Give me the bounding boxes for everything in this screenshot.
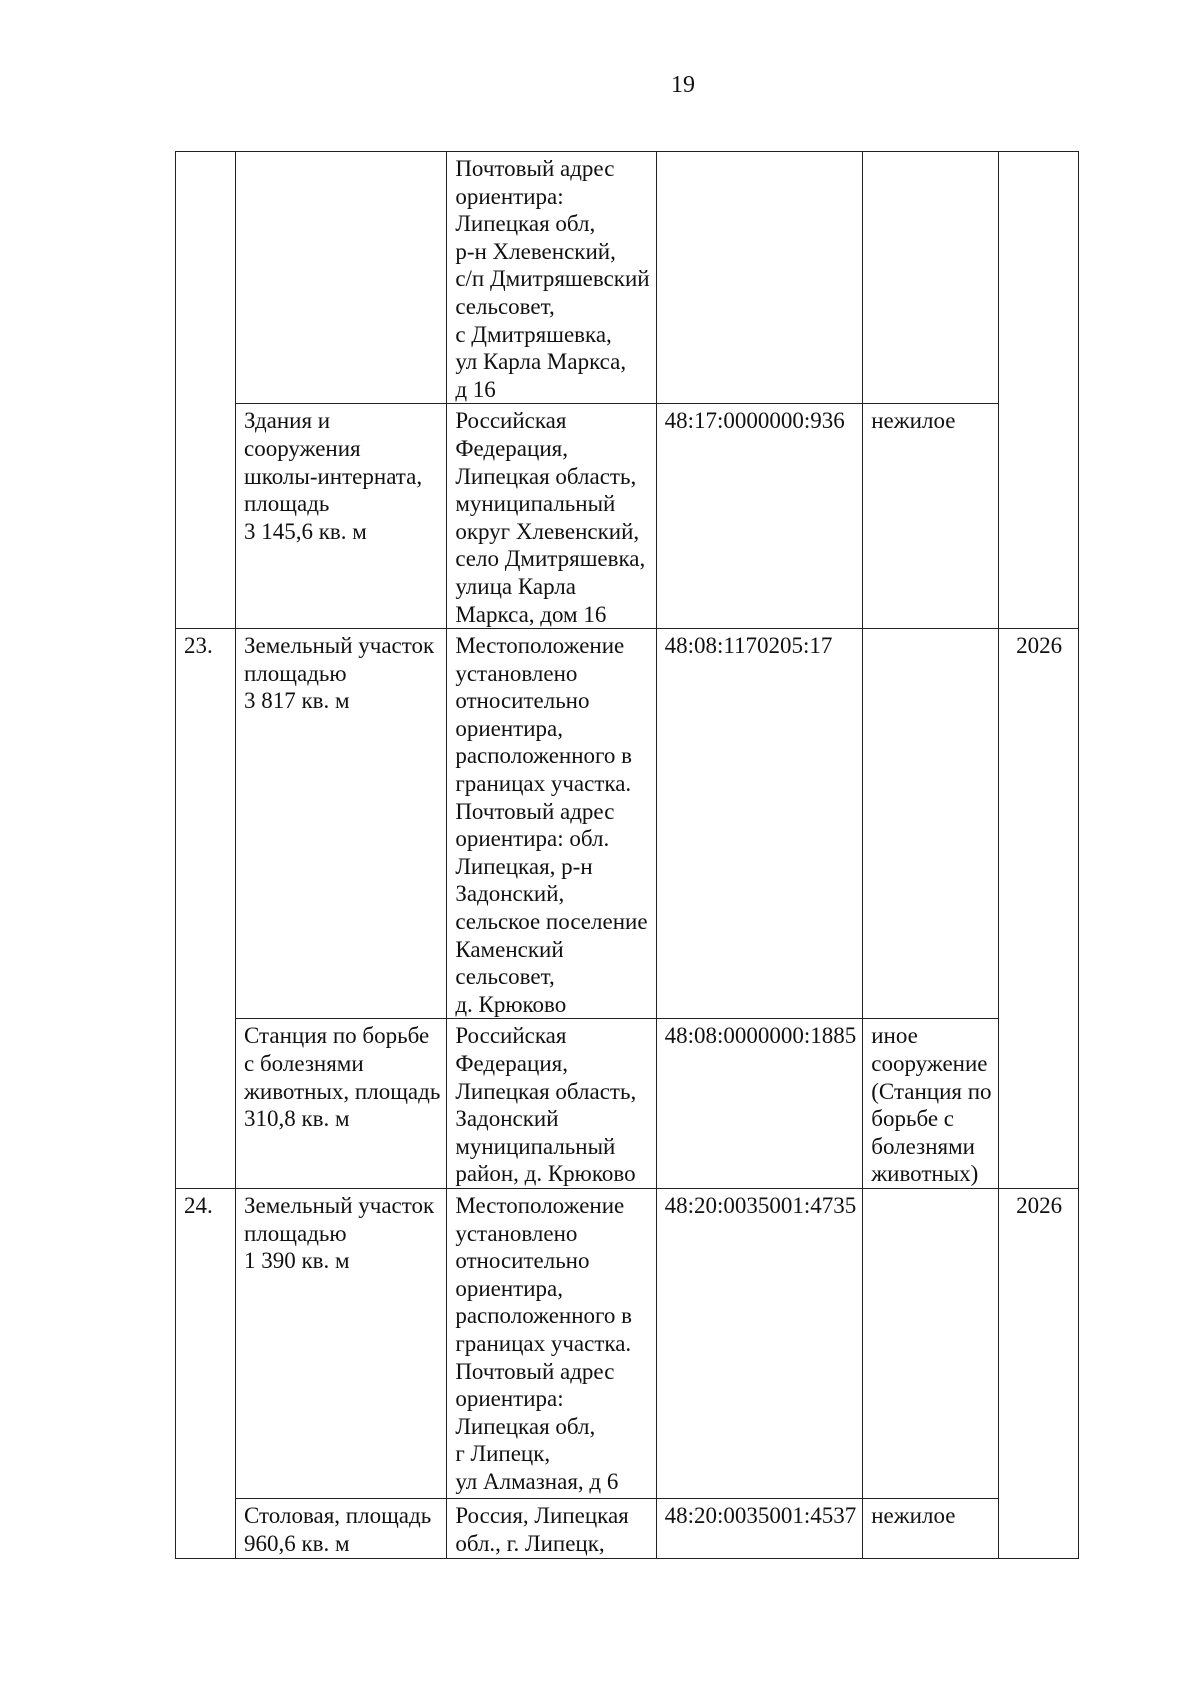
cell-text-line: животных) <box>871 1161 979 1187</box>
property-table-wrapper <box>175 151 1079 1559</box>
address-cell <box>447 404 656 629</box>
table-row <box>176 629 1079 1019</box>
cell-text-line: с болезнями <box>244 1051 364 1076</box>
cell-text-line: ул Карла Маркса, <box>455 349 627 375</box>
cell-text-line: расположенного в <box>455 1303 633 1329</box>
table-row <box>176 152 1079 404</box>
cell-text-line: Каменский <box>455 936 564 962</box>
cell-text-line: д. Крюково <box>455 991 567 1017</box>
cadastral-number: 48:20:0035001:4537 <box>664 1502 857 1528</box>
cell-text-line: Задонский <box>455 1106 559 1132</box>
cell-text-line: площадью <box>244 1220 347 1246</box>
purpose-cell <box>863 1019 998 1189</box>
address-cell <box>447 629 656 1019</box>
cell-text-line: г Липецк, <box>455 1441 551 1467</box>
cell-text-line: установлено <box>455 660 578 686</box>
cell-text-line: Задонский, <box>455 881 565 907</box>
cell-text-line: Станция по борьбе <box>244 1023 430 1049</box>
cell-text-line: иное <box>871 1023 918 1049</box>
cell-text-line: с/п Дмитряшевский <box>455 266 650 292</box>
address-cell <box>447 1188 656 1498</box>
cell-text-line: Почтовый адрес <box>455 798 615 824</box>
cell-text-line: ориентира: <box>455 183 564 209</box>
row-number-cell <box>176 1188 236 1558</box>
year-value: 2026 <box>1016 633 1063 659</box>
cell-text-line: ориентира: обл. <box>455 826 610 852</box>
cell-text-line: Россия, Липецкая <box>455 1502 629 1528</box>
cell-text-line: Липецкая область, <box>455 1078 637 1104</box>
address-cell <box>447 1498 656 1558</box>
cell-text-line: р-н Хлевенский, <box>455 238 616 264</box>
row-number-cell <box>176 629 236 1189</box>
cadastral-number-cell <box>656 1188 863 1498</box>
cell-text-line: относительно <box>455 688 590 714</box>
cell-text-line: Липецкая, р-н <box>455 853 593 879</box>
cell-text-line: Почтовый адрес <box>455 156 615 181</box>
address-cell <box>447 152 656 404</box>
cell-text-line: Столовая, площадь <box>244 1502 432 1528</box>
cadastral-number-cell <box>656 629 863 1019</box>
cell-text-line: 310,8 кв. м <box>244 1106 350 1132</box>
cell-text-line: Липецкая область, <box>455 463 637 489</box>
cell-text-line: болезнями <box>871 1133 975 1159</box>
cell-text-line: Земельный участок <box>244 1192 435 1218</box>
cadastral-number-cell <box>656 1019 863 1189</box>
cell-text-line: ул Алмазная, д 6 <box>455 1468 619 1494</box>
cell-text-line: сельсовет, <box>455 293 555 319</box>
table-row <box>176 1188 1079 1498</box>
purpose-cell <box>863 1188 998 1498</box>
year-cell <box>998 629 1078 1189</box>
purpose-cell <box>863 629 998 1019</box>
cell-text-line: Федерация, <box>455 435 568 461</box>
purpose-cell <box>863 152 998 404</box>
cell-text-line: сооружение <box>871 1051 988 1076</box>
cell-text-line: площадью <box>244 660 347 686</box>
cell-text-line: борьбе с <box>871 1106 955 1132</box>
cell-text-line: 3 145,6 кв. м <box>244 518 367 544</box>
cadastral-number: 48:17:0000000:936 <box>664 408 845 434</box>
object-name-cell <box>236 1188 447 1498</box>
cell-text-line: (Станция по <box>871 1078 992 1104</box>
cadastral-number: 48:08:0000000:1885 <box>664 1023 857 1049</box>
cell-text-line: ориентира, <box>455 715 563 741</box>
cell-text-line: сельское поселение <box>455 909 648 935</box>
table-row <box>176 404 1079 629</box>
table-row <box>176 1019 1079 1189</box>
cell-text-line: район, д. Крюково <box>455 1161 636 1187</box>
year-cell <box>998 1188 1078 1558</box>
cell-text-line: Местоположение <box>455 1192 625 1218</box>
cell-text-line: Маркса, дом 16 <box>455 601 607 627</box>
cell-text-line: ориентира: <box>455 1386 564 1412</box>
cadastral-number: 48:08:1170205:17 <box>664 633 833 659</box>
cell-text-line: Федерация, <box>455 1051 568 1076</box>
cell-text-line: расположенного в <box>455 743 633 769</box>
cadastral-number-cell <box>656 1498 863 1558</box>
cell-text-line: относительно <box>455 1248 590 1274</box>
cell-text-line: сооружения <box>244 435 361 461</box>
cell-text-line: границах участка. <box>455 1330 632 1356</box>
cadastral-number-cell <box>656 152 863 404</box>
cell-text-line: ориентира, <box>455 1275 563 1301</box>
cell-text-line: Российская <box>455 1023 567 1049</box>
cell-text-line: 3 817 кв. м <box>244 688 350 714</box>
cadastral-number-cell <box>656 404 863 629</box>
cell-text-line: школы-интерната, <box>244 463 423 489</box>
row-number: 24. <box>184 1192 213 1218</box>
cell-text-line: обл., г. Липецк, <box>455 1530 605 1556</box>
cell-text-line: 960,6 кв. м <box>244 1530 350 1556</box>
cell-text-line: муниципальный <box>455 491 616 517</box>
cell-text-line: округ Хлевенский, <box>455 518 640 544</box>
table-row <box>176 1498 1079 1558</box>
cell-text-line: Российская <box>455 408 567 434</box>
purpose-cell <box>863 404 998 629</box>
cell-text-line: сельсовет, <box>455 964 555 990</box>
object-name-cell <box>236 1019 447 1189</box>
cell-text-line: животных, площадь <box>244 1078 441 1104</box>
cell-text-line: 1 390 кв. м <box>244 1248 350 1274</box>
property-table <box>175 151 1079 1559</box>
page-number: 19 <box>671 72 695 98</box>
cell-text-line: нежилое <box>871 408 956 434</box>
object-name-cell <box>236 404 447 629</box>
cell-text-line: д 16 <box>455 376 496 402</box>
cell-text-line: улица Карла <box>455 573 576 599</box>
row-number: 23. <box>184 633 213 659</box>
cell-text-line: село Дмитряшевка, <box>455 546 646 572</box>
address-cell <box>447 1019 656 1189</box>
object-name-cell <box>236 1498 447 1558</box>
cell-text-line: установлено <box>455 1220 578 1246</box>
cell-text-line: Здания и <box>244 408 331 434</box>
cadastral-number: 48:20:0035001:4735 <box>664 1192 857 1218</box>
cell-text-line: Местоположение <box>455 633 625 659</box>
cell-text-line: Липецкая обл, <box>455 1413 596 1439</box>
object-name-cell <box>236 152 447 404</box>
cell-text-line: площадь <box>244 491 330 517</box>
cell-text-line: Липецкая обл, <box>455 211 596 237</box>
cell-text-line: Почтовый адрес <box>455 1358 615 1384</box>
year-value: 2026 <box>1016 1192 1063 1218</box>
row-number-cell <box>176 152 236 629</box>
cell-text-line: муниципальный <box>455 1133 616 1159</box>
purpose-cell <box>863 1498 998 1558</box>
object-name-cell <box>236 629 447 1019</box>
year-cell <box>998 152 1078 629</box>
cell-text-line: нежилое <box>871 1502 956 1528</box>
cell-text-line: с Дмитряшевка, <box>455 321 612 347</box>
cell-text-line: границах участка. <box>455 771 632 797</box>
cell-text-line: Земельный участок <box>244 633 435 659</box>
